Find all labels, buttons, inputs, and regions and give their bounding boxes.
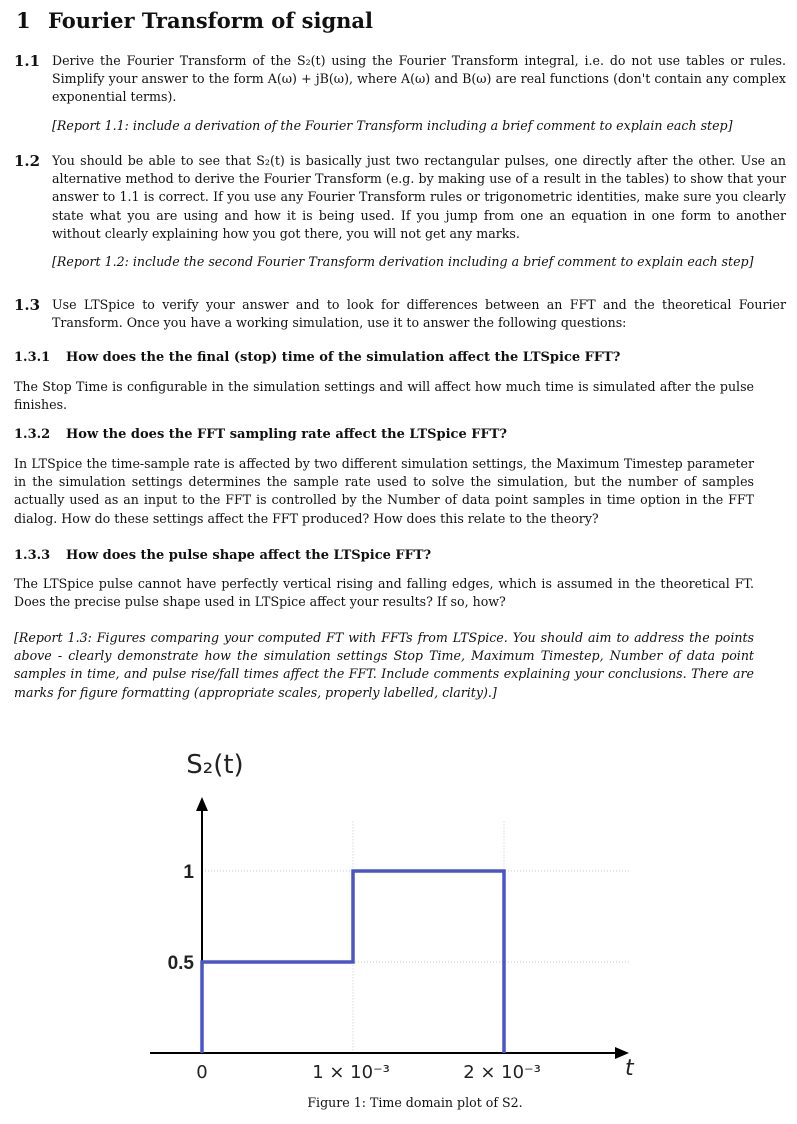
subsection-number: 1.3.1 (14, 350, 51, 365)
x-tick-label-2: 2 × 10⁻³ (463, 1062, 541, 1083)
chart-svg (145, 740, 655, 1100)
subsection-1-3-1-heading (14, 350, 786, 365)
subsection-1-3-3-body: The LTSpice pulse cannot have perfectly vertical rising and falling edges, which is assumed in the theoretical FT. Does the precise pulse shape used in LTSpice affect your results? If so, how? (14, 576, 754, 610)
subsection-number: 1.3.3 (14, 548, 51, 563)
subsection-1-3-2-body: In LTSpice the time-sample rate is affected by two different simulation settings, the Maximum Timestep parameter in the simulation settings determines the sample rate used to solve the simulation, but the number of samples actually used as an input to the FFT is controlled by the Number of data point samples in time option in the FFT dialog. How do these settings affect the FFT produced? How does this relate to the theory? (14, 456, 754, 526)
y-tick-label-0: 0.5 (167, 953, 194, 974)
chart-title: S₂(t) (186, 750, 244, 780)
section-number: 1.3 (14, 296, 41, 314)
section-body: Derive the Fourier Transform of the S₂(t) using the Fourier Transform integral, i.e. do not use tables or rules. Simplify your answer to the form A(ω) + jB(ω), where A(ω) and B(ω) are real functions (don't contain any complex exponential terms). (52, 53, 786, 105)
section-1-1 (14, 52, 786, 135)
subsection-title: How the does the FFT sampling rate affect the LTSpice FFT? (66, 427, 508, 442)
y-tick-label-1: 1 (183, 862, 194, 883)
figure-caption: Figure 1: Time domain plot of S2. (307, 1095, 523, 1110)
report-note: [Report 1.2: include the second Fourier Transform derivation including a brief comment to explain each step] (52, 254, 754, 270)
heading-number: 1 (16, 8, 31, 33)
subsection-number: 1.3.2 (14, 427, 51, 442)
x-axis-label: t (625, 1056, 634, 1081)
subsection-1-3-2-heading (14, 427, 786, 442)
report-1-3-note: [Report 1.3: Figures comparing your computed FT with FFTs from LTSpice. You should aim to address the points above - clearly demonstrate how the simulation settings Stop Time, Maximum Timestep, Number of data point samples in time, and pulse rise/fall times affect the FFT. Include comments explaining your conclusions. There are marks for figure formatting (appropriate scales, properly labelled, clarity).] (14, 630, 754, 700)
report-note: [Report 1.1: include a derivation of the Fourier Transform including a brief comment to explain each step] (52, 117, 733, 133)
subsection-1-3-1-body: The Stop Time is configurable in the simulation settings and will affect how much time is simulated after the pulse finishes. (14, 379, 754, 413)
section-body: Use LTSpice to verify your answer and to look for differences between an FFT and the theoretical Fourier Transform. Once you have a working simulation, use it to answer the following questions: (52, 297, 786, 331)
heading-title: Fourier Transform of signal (48, 8, 373, 33)
section-1-3 (14, 296, 786, 332)
section-number: 1.1 (14, 52, 41, 70)
section-1-2 (14, 152, 786, 271)
s2-time-domain-chart (145, 740, 655, 1120)
subsection-title: How does the pulse shape affect the LTSpice FFT? (66, 548, 432, 563)
x-tick-label-1: 1 × 10⁻³ (312, 1062, 390, 1083)
x-tick-label-0: 0 (196, 1062, 208, 1083)
section-body: You should be able to see that S₂(t) is basically just two rectangular pulses, one directly after the other. Use an alternative method to derive the Fourier Transform (e.g. by making use of a result in the tables) to show that your answer to 1.1 is correct. If you use any Fourier Transform rules or trigonometric identities, make sure you clearly state what you are using and how it is being used. If you jump from one an equation in one form to another without clearly explaining how you got there, you will not get any marks. (52, 153, 786, 241)
subsection-title: How does the the final (stop) time of the simulation affect the LTSpice FFT? (66, 350, 621, 365)
section-heading (16, 8, 373, 33)
section-number: 1.2 (14, 152, 41, 170)
subsection-1-3-3-heading (14, 548, 786, 563)
y-axis-arrow (196, 797, 208, 811)
